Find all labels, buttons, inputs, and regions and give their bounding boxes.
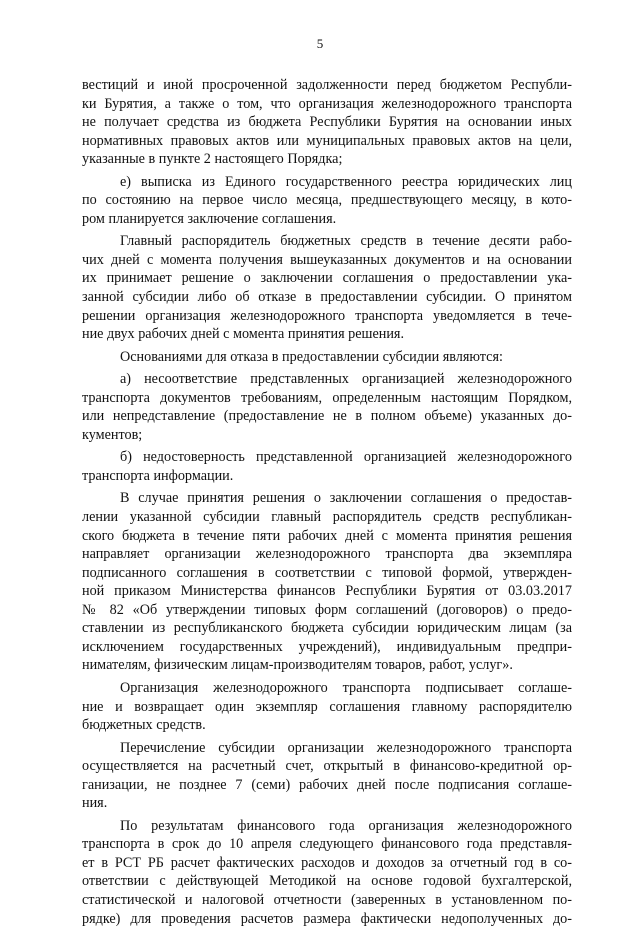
text-line: подписанного соглашения в соответствии с типовой формой, утвержден- (82, 564, 572, 581)
text-line: ной приказом Министерства финансов Республики Бурятия от 03.03.2017 (82, 583, 572, 600)
text-line: транспорта в срок до 10 апреля следующего финансового года представля- (82, 836, 572, 853)
text-line: указанные в пункте 2 настоящего Порядка; (82, 151, 343, 168)
text-line: По результатам финансового года организация железнодорожного (120, 817, 572, 834)
text-line: их принимает решение о заключении соглашения о предоставлении ука- (82, 270, 572, 287)
text-line: Организация железнодорожного транспорта подписывает соглаше- (120, 679, 572, 696)
text-line: нимателям, физическим лицам-производителям товаров, работ, услуг». (82, 657, 513, 674)
text-line: ставлении из республиканского бюджета субсидии юридическим лицам (за (82, 620, 572, 637)
text-line: транспорта документов требованиям, определенным настоящим Порядком, (82, 389, 572, 406)
text-line: нормативных правовых актов или муниципальных правовых актов на цели, (82, 132, 572, 149)
text-line: ет в РСТ РБ расчет фактических расходов и доходов за отчетный год в со- (82, 854, 572, 871)
text-line: по состоянию на первое число месяца, предшествующего месяцу, в кото- (82, 192, 572, 209)
text-line: занной субсидии либо об отказе в предоставлении субсидии. О принятом (82, 289, 572, 306)
text-line: ского бюджета в течение пяти рабочих дней с момента принятия решения (82, 527, 572, 544)
text-line: вестиций и иной просроченной задолженности перед бюджетом Республи- (82, 77, 572, 93)
text-line: рядке) для проведения расчетов размера фактически недополученных до- (82, 910, 572, 927)
text-line: направляет организации железнодорожного транспорта два экземпляра (82, 546, 572, 563)
text-line: кументов; (82, 426, 143, 443)
text-line: чих дней с момента получения вышеуказанных документов и на основании (82, 251, 572, 268)
text-line: статистической и налоговой отчетности (заверенных в установленном по- (82, 891, 572, 908)
text-line: осуществляется на расчетный счет, открытый в финансово-кредитной ор- (82, 758, 572, 775)
text-line: Основаниями для отказа в предоставлении субсидии являются: (120, 348, 503, 365)
text-line: ние и возвращает один экземпляр соглашения главному распорядителю (82, 698, 572, 715)
text-line: В случае принятия решения о заключении соглашения о предостав- (120, 490, 572, 507)
text-line: транспорта информации. (82, 467, 234, 484)
text-line: исключением государственных учреждений), индивидуальным предпри- (82, 638, 572, 655)
text-line: е) выписка из Единого государственного реестра юридических лиц (120, 173, 572, 190)
text-line: а) несоответствие представленных организацией железнодорожного (120, 371, 572, 388)
text-line: или непредставление (предоставление не в полном объеме) указанных до- (82, 408, 572, 425)
text-line: Главный распорядитель бюджетных средств в течение десяти рабо- (120, 233, 572, 250)
text-line: ния. (82, 795, 108, 812)
text-line: Перечисление субсидии организации железнодорожного транспорта (120, 739, 572, 756)
document-body (82, 76, 572, 928)
text-line: решении организация железнодорожного транспорта уведомляется в тече- (82, 307, 572, 324)
text-line: № 82 «Об утверждении типовых форм соглашений (договоров) о предо- (82, 601, 572, 618)
text-line: ром планируется заключение соглашения. (82, 210, 337, 227)
text-line: ки Бурятия, а также о том, что организация железнодорожного транспорта (82, 95, 572, 112)
text-line: лении указанной субсидии главный распорядитель средств республикан- (82, 509, 572, 526)
text-line: ганизации, не позднее 7 (семи) рабочих дней после подписания соглаше- (82, 776, 572, 793)
text-line: ответствии с действующей Методикой на основе годовой бухгалтерской, (82, 873, 572, 890)
page-number: 5 (316, 36, 324, 51)
text-line: бюджетных средств. (82, 717, 206, 734)
text-line: б) недостоверность представленной организацией железнодорожного (120, 449, 572, 466)
text-line: не получает средства из бюджета Республики Бурятия на основании иных (82, 114, 572, 131)
text-line: ние двух рабочих дней с момента принятия решения. (82, 326, 405, 343)
